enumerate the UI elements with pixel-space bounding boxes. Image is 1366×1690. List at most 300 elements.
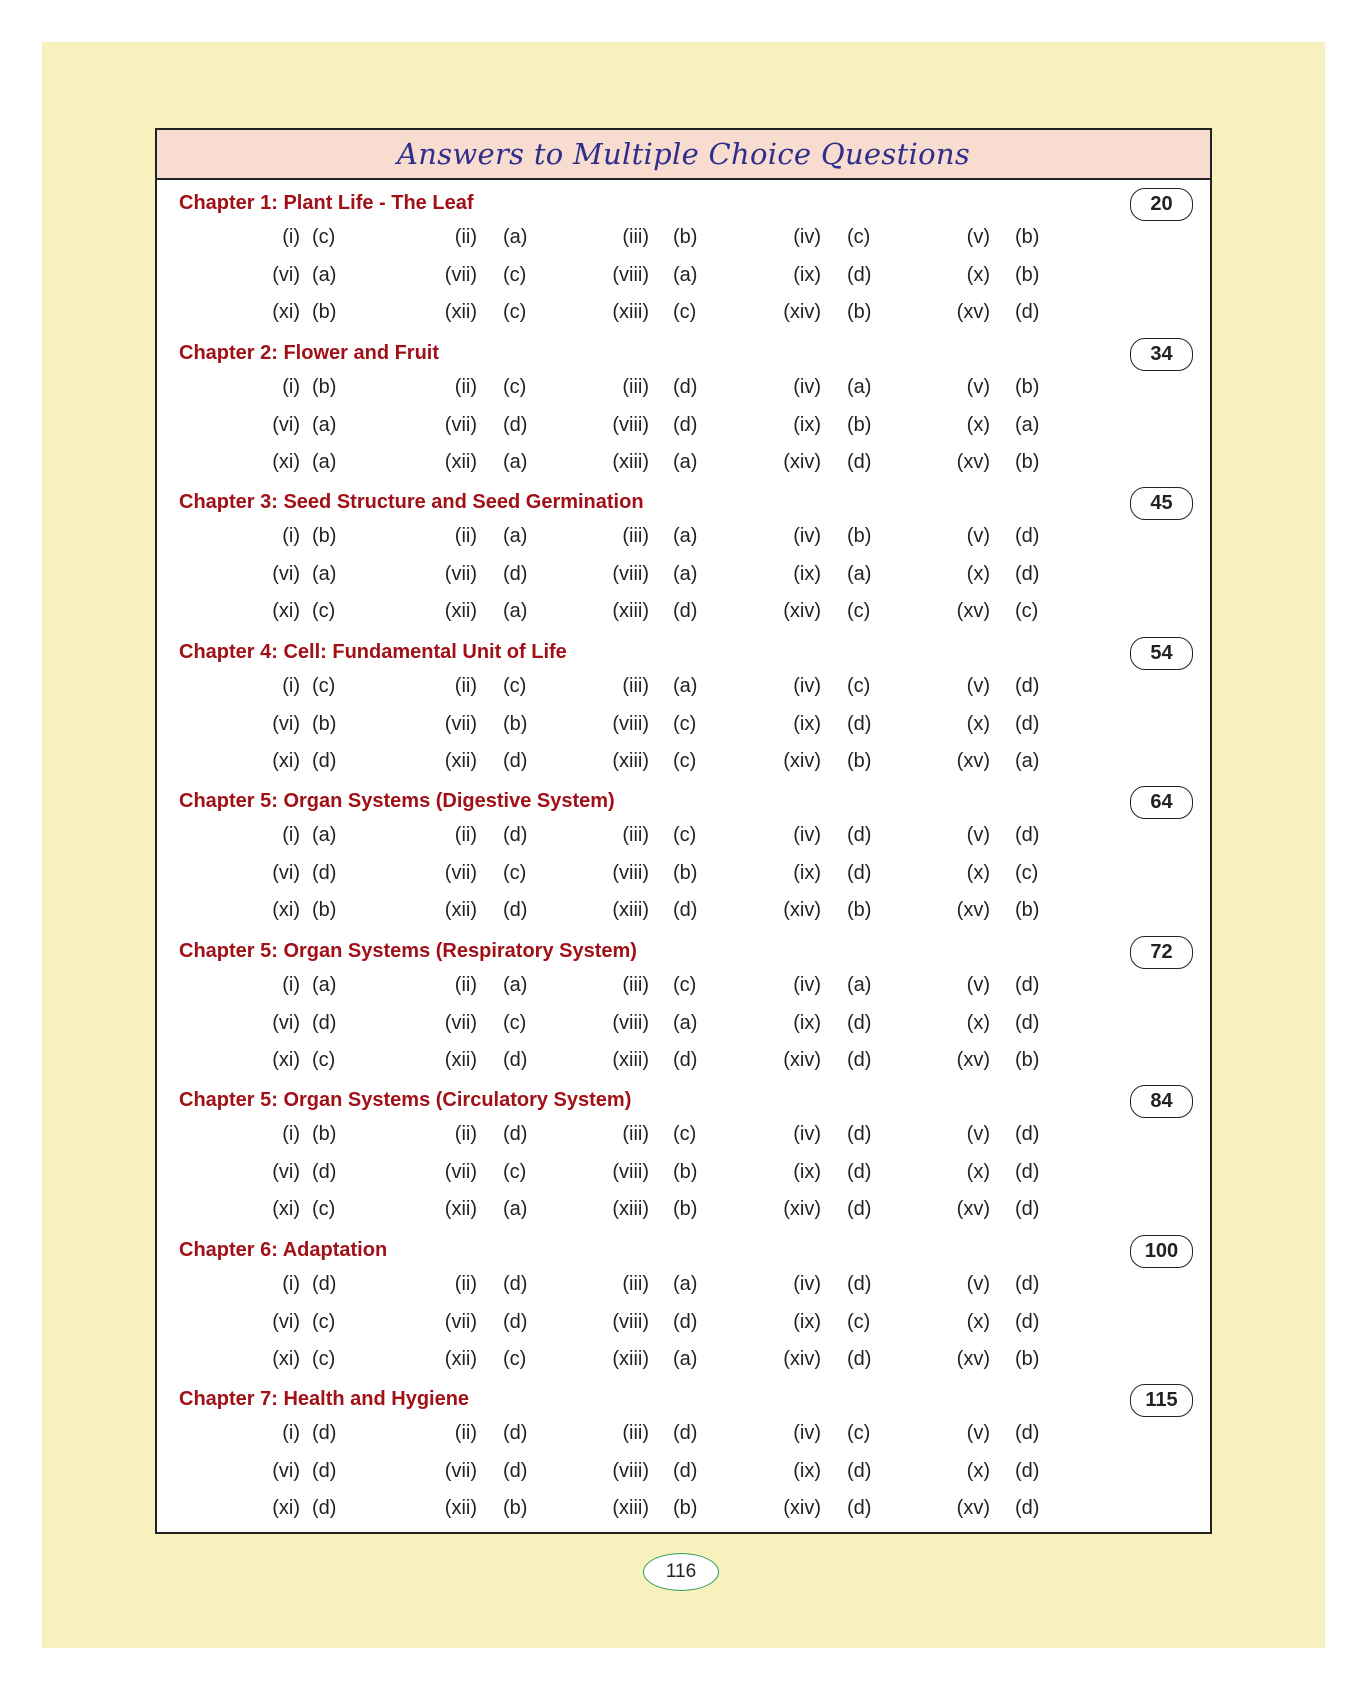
- answer-option: (d): [847, 1123, 872, 1145]
- answer-row: [157, 824, 1210, 854]
- answer-option: (c): [312, 674, 336, 697]
- question-number: (iv): [793, 1422, 821, 1444]
- answer-option: (d): [1015, 1272, 1040, 1295]
- question-number: (iv): [793, 1272, 821, 1295]
- answer-option: (d): [503, 1272, 528, 1295]
- question-number: (iv): [793, 375, 821, 398]
- question-number: (xiii): [612, 1198, 649, 1220]
- answer-row: [157, 1311, 1210, 1341]
- question-number: (xv): [956, 1198, 990, 1220]
- answer-option: (c): [312, 1048, 336, 1071]
- question-number: (ii): [454, 674, 477, 697]
- answer-row: [157, 414, 1210, 444]
- answer-option: (d): [503, 1460, 528, 1482]
- question-number: (x): [966, 712, 990, 735]
- question-number: (xiii): [612, 1347, 649, 1370]
- question-number: (xiii): [612, 1048, 649, 1071]
- answer-option: (a): [503, 226, 528, 248]
- question-number: (ix): [793, 413, 821, 436]
- answer-row: [157, 1161, 1210, 1191]
- question-number: (iii): [622, 375, 649, 398]
- question-number: (v): [966, 1422, 990, 1444]
- question-number: (xv): [956, 1347, 990, 1370]
- question-number: (vi): [272, 413, 300, 436]
- answer-option: (b): [1015, 1048, 1040, 1071]
- question-number: (xiv): [783, 899, 821, 921]
- question-number: (xi): [272, 1048, 300, 1071]
- question-number: (xiv): [783, 1497, 821, 1519]
- answer-option: (b): [673, 1497, 698, 1519]
- question-number: (i): [282, 226, 300, 248]
- question-number: (xi): [272, 301, 300, 323]
- answer-option: (b): [1015, 375, 1040, 398]
- question-number: (xiv): [783, 1198, 821, 1220]
- answer-option: (d): [1015, 712, 1040, 735]
- question-number: (iii): [622, 1272, 649, 1295]
- answer-option: (b): [847, 899, 872, 921]
- question-number: (i): [282, 1123, 300, 1145]
- answer-option: (a): [673, 450, 698, 473]
- answer-option: (a): [503, 973, 528, 996]
- answer-option: (b): [1015, 1347, 1040, 1370]
- question-number: (iii): [622, 525, 649, 547]
- answer-option: (d): [673, 600, 698, 622]
- answer-option: (b): [847, 525, 872, 547]
- question-number: (ii): [454, 824, 477, 846]
- answer-option: (d): [312, 862, 337, 884]
- question-number: (x): [966, 1011, 990, 1034]
- question-number: (xv): [956, 600, 990, 622]
- question-number: (ix): [793, 1161, 821, 1183]
- answer-option: (b): [312, 301, 337, 323]
- answer-option: (c): [1015, 862, 1039, 884]
- question-number: (v): [966, 1123, 990, 1145]
- question-number: (ix): [793, 712, 821, 735]
- answer-option: (c): [503, 862, 527, 884]
- answer-option: (d): [673, 1422, 698, 1444]
- question-number: (i): [282, 1422, 300, 1444]
- answer-row: [157, 226, 1210, 256]
- chapter-block: [157, 180, 1210, 330]
- question-number: (i): [282, 525, 300, 547]
- answer-option: (d): [1015, 1123, 1040, 1145]
- question-number: (vii): [444, 1460, 477, 1482]
- answer-option: (d): [503, 1123, 528, 1145]
- answer-option: (c): [503, 674, 527, 697]
- answer-row: [157, 1198, 1210, 1228]
- question-number: (vii): [444, 413, 477, 436]
- answer-option: (d): [312, 1497, 337, 1519]
- question-number: (xii): [444, 749, 477, 772]
- answer-option: (c): [312, 1310, 336, 1333]
- answer-row: [157, 563, 1210, 593]
- question-number: (x): [966, 264, 990, 286]
- answer-option: (d): [847, 1460, 872, 1482]
- answer-row: [157, 1497, 1210, 1527]
- chapter-title: Chapter 5: Organ Systems (Circulatory System): [179, 1089, 632, 1111]
- question-number: (vi): [272, 1161, 300, 1183]
- question-number: (v): [966, 824, 990, 846]
- answer-option: (c): [312, 1347, 336, 1370]
- answer-option: (a): [312, 824, 337, 846]
- answer-option: (c): [312, 226, 336, 248]
- answer-row: [157, 1460, 1210, 1490]
- answer-row: [157, 1012, 1210, 1042]
- chapters-list: [157, 180, 1210, 1526]
- answer-option: (c): [673, 749, 697, 772]
- question-number: (xi): [272, 1497, 300, 1519]
- answer-option: (d): [1015, 824, 1040, 846]
- question-number: (viii): [612, 413, 649, 436]
- answer-option: (b): [673, 1161, 698, 1183]
- answer-option: (d): [1015, 674, 1040, 697]
- question-number: (v): [966, 525, 990, 547]
- answer-row: [157, 1422, 1210, 1452]
- answer-option: (d): [312, 1422, 337, 1444]
- answer-option: (d): [312, 749, 337, 772]
- question-number: (ix): [793, 1310, 821, 1333]
- answer-row: [157, 1123, 1210, 1153]
- chapter-page-ref: 100: [1130, 1235, 1193, 1268]
- question-number: (v): [966, 375, 990, 398]
- answer-option: (b): [1015, 450, 1040, 473]
- answer-option: (c): [503, 1347, 527, 1370]
- question-number: (x): [966, 1460, 990, 1482]
- question-number: (ii): [454, 375, 477, 398]
- answer-option: (a): [847, 375, 872, 398]
- answer-option: (a): [312, 563, 337, 585]
- answers-header: [157, 130, 1210, 180]
- answer-option: (d): [673, 375, 698, 398]
- answer-option: (a): [673, 1272, 698, 1295]
- question-number: (vi): [272, 563, 300, 585]
- chapter-block: [157, 1227, 1210, 1377]
- question-number: (iii): [622, 824, 649, 846]
- chapter-page-ref: 115: [1130, 1384, 1193, 1417]
- answer-option: (a): [312, 264, 337, 286]
- question-number: (iii): [622, 226, 649, 248]
- question-number: (ix): [793, 1460, 821, 1482]
- question-number: (xi): [272, 600, 300, 622]
- answer-option: (b): [1015, 264, 1040, 286]
- chapter-block: [157, 1376, 1210, 1526]
- chapter-block: [157, 330, 1210, 480]
- answer-option: (d): [1015, 1497, 1040, 1519]
- answer-option: (d): [847, 824, 872, 846]
- question-number: (i): [282, 973, 300, 996]
- answer-option: (c): [847, 1422, 871, 1444]
- question-number: (xv): [956, 1497, 990, 1519]
- answer-option: (a): [503, 600, 528, 622]
- question-number: (xiii): [612, 899, 649, 921]
- answer-option: (c): [312, 1198, 336, 1220]
- question-number: (vi): [272, 264, 300, 286]
- question-number: (ii): [454, 525, 477, 547]
- question-number: (xiv): [783, 301, 821, 323]
- question-number: (iii): [622, 1422, 649, 1444]
- answer-option: (b): [312, 712, 337, 735]
- answer-option: (a): [312, 413, 337, 436]
- answer-option: (a): [847, 563, 872, 585]
- question-number: (xiii): [612, 450, 649, 473]
- answer-option: (a): [673, 525, 698, 547]
- question-number: (xiii): [612, 1497, 649, 1519]
- question-number: (xv): [956, 450, 990, 473]
- answer-option: (d): [673, 413, 698, 436]
- answer-option: (d): [1015, 301, 1040, 323]
- question-number: (xi): [272, 1198, 300, 1220]
- answer-option: (a): [673, 563, 698, 585]
- answer-row: [157, 1348, 1210, 1378]
- question-number: (i): [282, 1272, 300, 1295]
- page-number: 116: [643, 1553, 719, 1591]
- question-number: (i): [282, 824, 300, 846]
- question-number: (xiii): [612, 301, 649, 323]
- answer-option: (d): [847, 1198, 872, 1220]
- question-number: (iv): [793, 226, 821, 248]
- answer-option: (d): [673, 899, 698, 921]
- page-title: Answers to Multiple Choice Questions: [396, 137, 971, 171]
- answer-option: (a): [503, 525, 528, 547]
- answer-option: (c): [847, 1310, 871, 1333]
- answer-option: (d): [1015, 1198, 1040, 1220]
- question-number: (viii): [612, 264, 649, 286]
- question-number: (x): [966, 413, 990, 436]
- answer-option: (c): [1015, 600, 1039, 622]
- answer-option: (d): [847, 1272, 872, 1295]
- question-number: (v): [966, 674, 990, 697]
- answer-option: (d): [1015, 1161, 1040, 1183]
- answer-row: [157, 675, 1210, 705]
- answer-option: (d): [847, 862, 872, 884]
- answer-option: (d): [312, 1011, 337, 1034]
- chapter-title: Chapter 6: Adaptation: [179, 1238, 388, 1261]
- question-number: (x): [966, 862, 990, 884]
- question-number: (vii): [444, 1011, 477, 1034]
- answer-option: (c): [503, 264, 527, 286]
- chapter-page-ref: 84: [1130, 1085, 1193, 1118]
- chapter-page-ref: 20: [1130, 188, 1193, 221]
- answer-option: (b): [847, 301, 872, 323]
- question-number: (xi): [272, 899, 300, 921]
- answer-option: (b): [503, 712, 528, 735]
- answer-option: (a): [312, 450, 337, 473]
- answer-option: (c): [673, 1123, 697, 1145]
- answer-option: (d): [312, 1161, 337, 1183]
- question-number: (xii): [444, 1048, 477, 1071]
- question-number: (vii): [444, 1161, 477, 1183]
- answers-box: [155, 128, 1212, 1534]
- question-number: (viii): [612, 712, 649, 735]
- answer-option: (d): [503, 1310, 528, 1333]
- chapter-title: Chapter 2: Flower and Fruit: [179, 341, 440, 364]
- answer-option: (d): [503, 824, 528, 846]
- chapter-title: Chapter 5: Organ Systems (Respiratory System): [179, 939, 637, 962]
- question-number: (iv): [793, 1123, 821, 1145]
- answer-option: (c): [847, 674, 871, 697]
- chapter-page-ref: 54: [1130, 637, 1193, 670]
- answer-row: [157, 1273, 1210, 1303]
- question-number: (xi): [272, 450, 300, 473]
- answer-option: (a): [312, 973, 337, 996]
- answer-option: (a): [673, 674, 698, 697]
- answer-option: (c): [673, 824, 697, 846]
- question-number: (ii): [454, 226, 477, 248]
- answer-option: (d): [847, 1048, 872, 1071]
- answer-option: (d): [312, 1460, 337, 1482]
- answer-option: (c): [673, 973, 697, 996]
- question-number: (xii): [444, 1198, 477, 1220]
- answer-option: (c): [847, 226, 871, 248]
- answer-row: [157, 1049, 1210, 1079]
- question-number: (v): [966, 973, 990, 996]
- answer-option: (d): [503, 749, 528, 772]
- answer-option: (b): [1015, 899, 1040, 921]
- answer-option: (d): [847, 1347, 872, 1370]
- question-number: (vi): [272, 862, 300, 884]
- answer-option: (b): [673, 226, 698, 248]
- answer-option: (c): [847, 600, 871, 622]
- question-number: (ix): [793, 862, 821, 884]
- question-number: (xii): [444, 450, 477, 473]
- question-number: (v): [966, 1272, 990, 1295]
- chapter-title: Chapter 4: Cell: Fundamental Unit of Life: [179, 640, 567, 663]
- answer-option: (b): [503, 1497, 528, 1519]
- chapter-block: [157, 928, 1210, 1078]
- question-number: (i): [282, 375, 300, 398]
- answer-option: (d): [673, 1310, 698, 1333]
- answer-option: (c): [503, 1011, 527, 1034]
- answer-option: (a): [503, 450, 528, 473]
- answer-option: (a): [673, 1347, 698, 1370]
- chapter-page-ref: 45: [1130, 487, 1193, 520]
- answer-row: [157, 862, 1210, 892]
- answer-option: (d): [1015, 1011, 1040, 1034]
- question-number: (xii): [444, 1497, 477, 1519]
- answer-option: (d): [1015, 525, 1040, 547]
- answer-option: (d): [673, 1460, 698, 1482]
- answer-option: (b): [673, 862, 698, 884]
- answer-option: (d): [1015, 973, 1040, 996]
- question-number: (v): [966, 226, 990, 248]
- answer-row: [157, 451, 1210, 481]
- answer-option: (b): [312, 899, 337, 921]
- chapter-block: [157, 778, 1210, 928]
- answer-row: [157, 974, 1210, 1004]
- chapter-title: Chapter 1: Plant Life - The Leaf: [179, 192, 474, 214]
- question-number: (xii): [444, 1347, 477, 1370]
- question-number: (xiv): [783, 1048, 821, 1071]
- answer-option: (a): [673, 264, 698, 286]
- chapter-title: Chapter 5: Organ Systems (Digestive System): [179, 790, 615, 812]
- answer-option: (d): [1015, 563, 1040, 585]
- question-number: (vii): [444, 264, 477, 286]
- question-number: (xi): [272, 1347, 300, 1370]
- question-number: (ii): [454, 1123, 477, 1145]
- chapter-title: Chapter 3: Seed Structure and Seed Germination: [179, 491, 644, 513]
- question-number: (viii): [612, 1161, 649, 1183]
- answer-option: (d): [673, 1048, 698, 1071]
- question-number: (iii): [622, 973, 649, 996]
- answer-option: (d): [1015, 1310, 1040, 1333]
- answer-option: (d): [1015, 1460, 1040, 1482]
- question-number: (viii): [612, 1310, 649, 1333]
- question-number: (x): [966, 1310, 990, 1333]
- answer-option: (a): [673, 1011, 698, 1034]
- answer-option: (d): [503, 563, 528, 585]
- question-number: (xi): [272, 749, 300, 772]
- answer-option: (d): [503, 413, 528, 436]
- question-number: (xii): [444, 600, 477, 622]
- answer-option: (b): [312, 525, 337, 547]
- answer-option: (c): [503, 1161, 527, 1183]
- question-number: (ii): [454, 1272, 477, 1295]
- answer-option: (b): [847, 413, 872, 436]
- question-number: (vii): [444, 563, 477, 585]
- answer-option: (c): [312, 600, 336, 622]
- answer-row: [157, 376, 1210, 406]
- chapter-block: [157, 479, 1210, 629]
- question-number: (iv): [793, 824, 821, 846]
- question-number: (ix): [793, 563, 821, 585]
- answer-option: (d): [847, 1011, 872, 1034]
- question-number: (vi): [272, 1460, 300, 1482]
- answer-option: (c): [673, 712, 697, 735]
- chapter-page-ref: 72: [1130, 936, 1193, 969]
- answer-option: (c): [503, 375, 527, 398]
- answer-row: [157, 899, 1210, 929]
- chapter-title: Chapter 7: Health and Hygiene: [179, 1388, 470, 1410]
- question-number: (xiv): [783, 450, 821, 473]
- answer-row: [157, 264, 1210, 294]
- question-number: (ii): [454, 973, 477, 996]
- answer-option: (d): [312, 1272, 337, 1295]
- chapter-block: [157, 629, 1210, 779]
- answer-option: (c): [503, 301, 527, 323]
- question-number: (xv): [956, 899, 990, 921]
- answer-option: (d): [847, 712, 872, 735]
- question-number: (xv): [956, 749, 990, 772]
- answer-option: (d): [503, 1048, 528, 1071]
- answer-option: (b): [1015, 226, 1040, 248]
- question-number: (xv): [956, 301, 990, 323]
- answer-row: [157, 750, 1210, 780]
- answer-option: (d): [847, 1161, 872, 1183]
- answer-row: [157, 301, 1210, 331]
- question-number: (iii): [622, 1123, 649, 1145]
- answer-option: (c): [673, 301, 697, 323]
- answer-option: (b): [847, 749, 872, 772]
- answer-option: (b): [312, 1123, 337, 1145]
- question-number: (ix): [793, 1011, 821, 1034]
- chapter-page-ref: 34: [1130, 338, 1193, 371]
- question-number: (xiii): [612, 749, 649, 772]
- answer-option: (a): [503, 1198, 528, 1220]
- answer-option: (a): [1015, 749, 1040, 772]
- question-number: (vii): [444, 712, 477, 735]
- question-number: (vi): [272, 712, 300, 735]
- question-number: (viii): [612, 563, 649, 585]
- answer-option: (d): [847, 450, 872, 473]
- answer-option: (d): [503, 899, 528, 921]
- question-number: (vi): [272, 1011, 300, 1034]
- question-number: (ix): [793, 264, 821, 286]
- question-number: (xiii): [612, 600, 649, 622]
- question-number: (i): [282, 674, 300, 697]
- question-number: (viii): [612, 1460, 649, 1482]
- chapter-block: [157, 1077, 1210, 1227]
- question-number: (viii): [612, 862, 649, 884]
